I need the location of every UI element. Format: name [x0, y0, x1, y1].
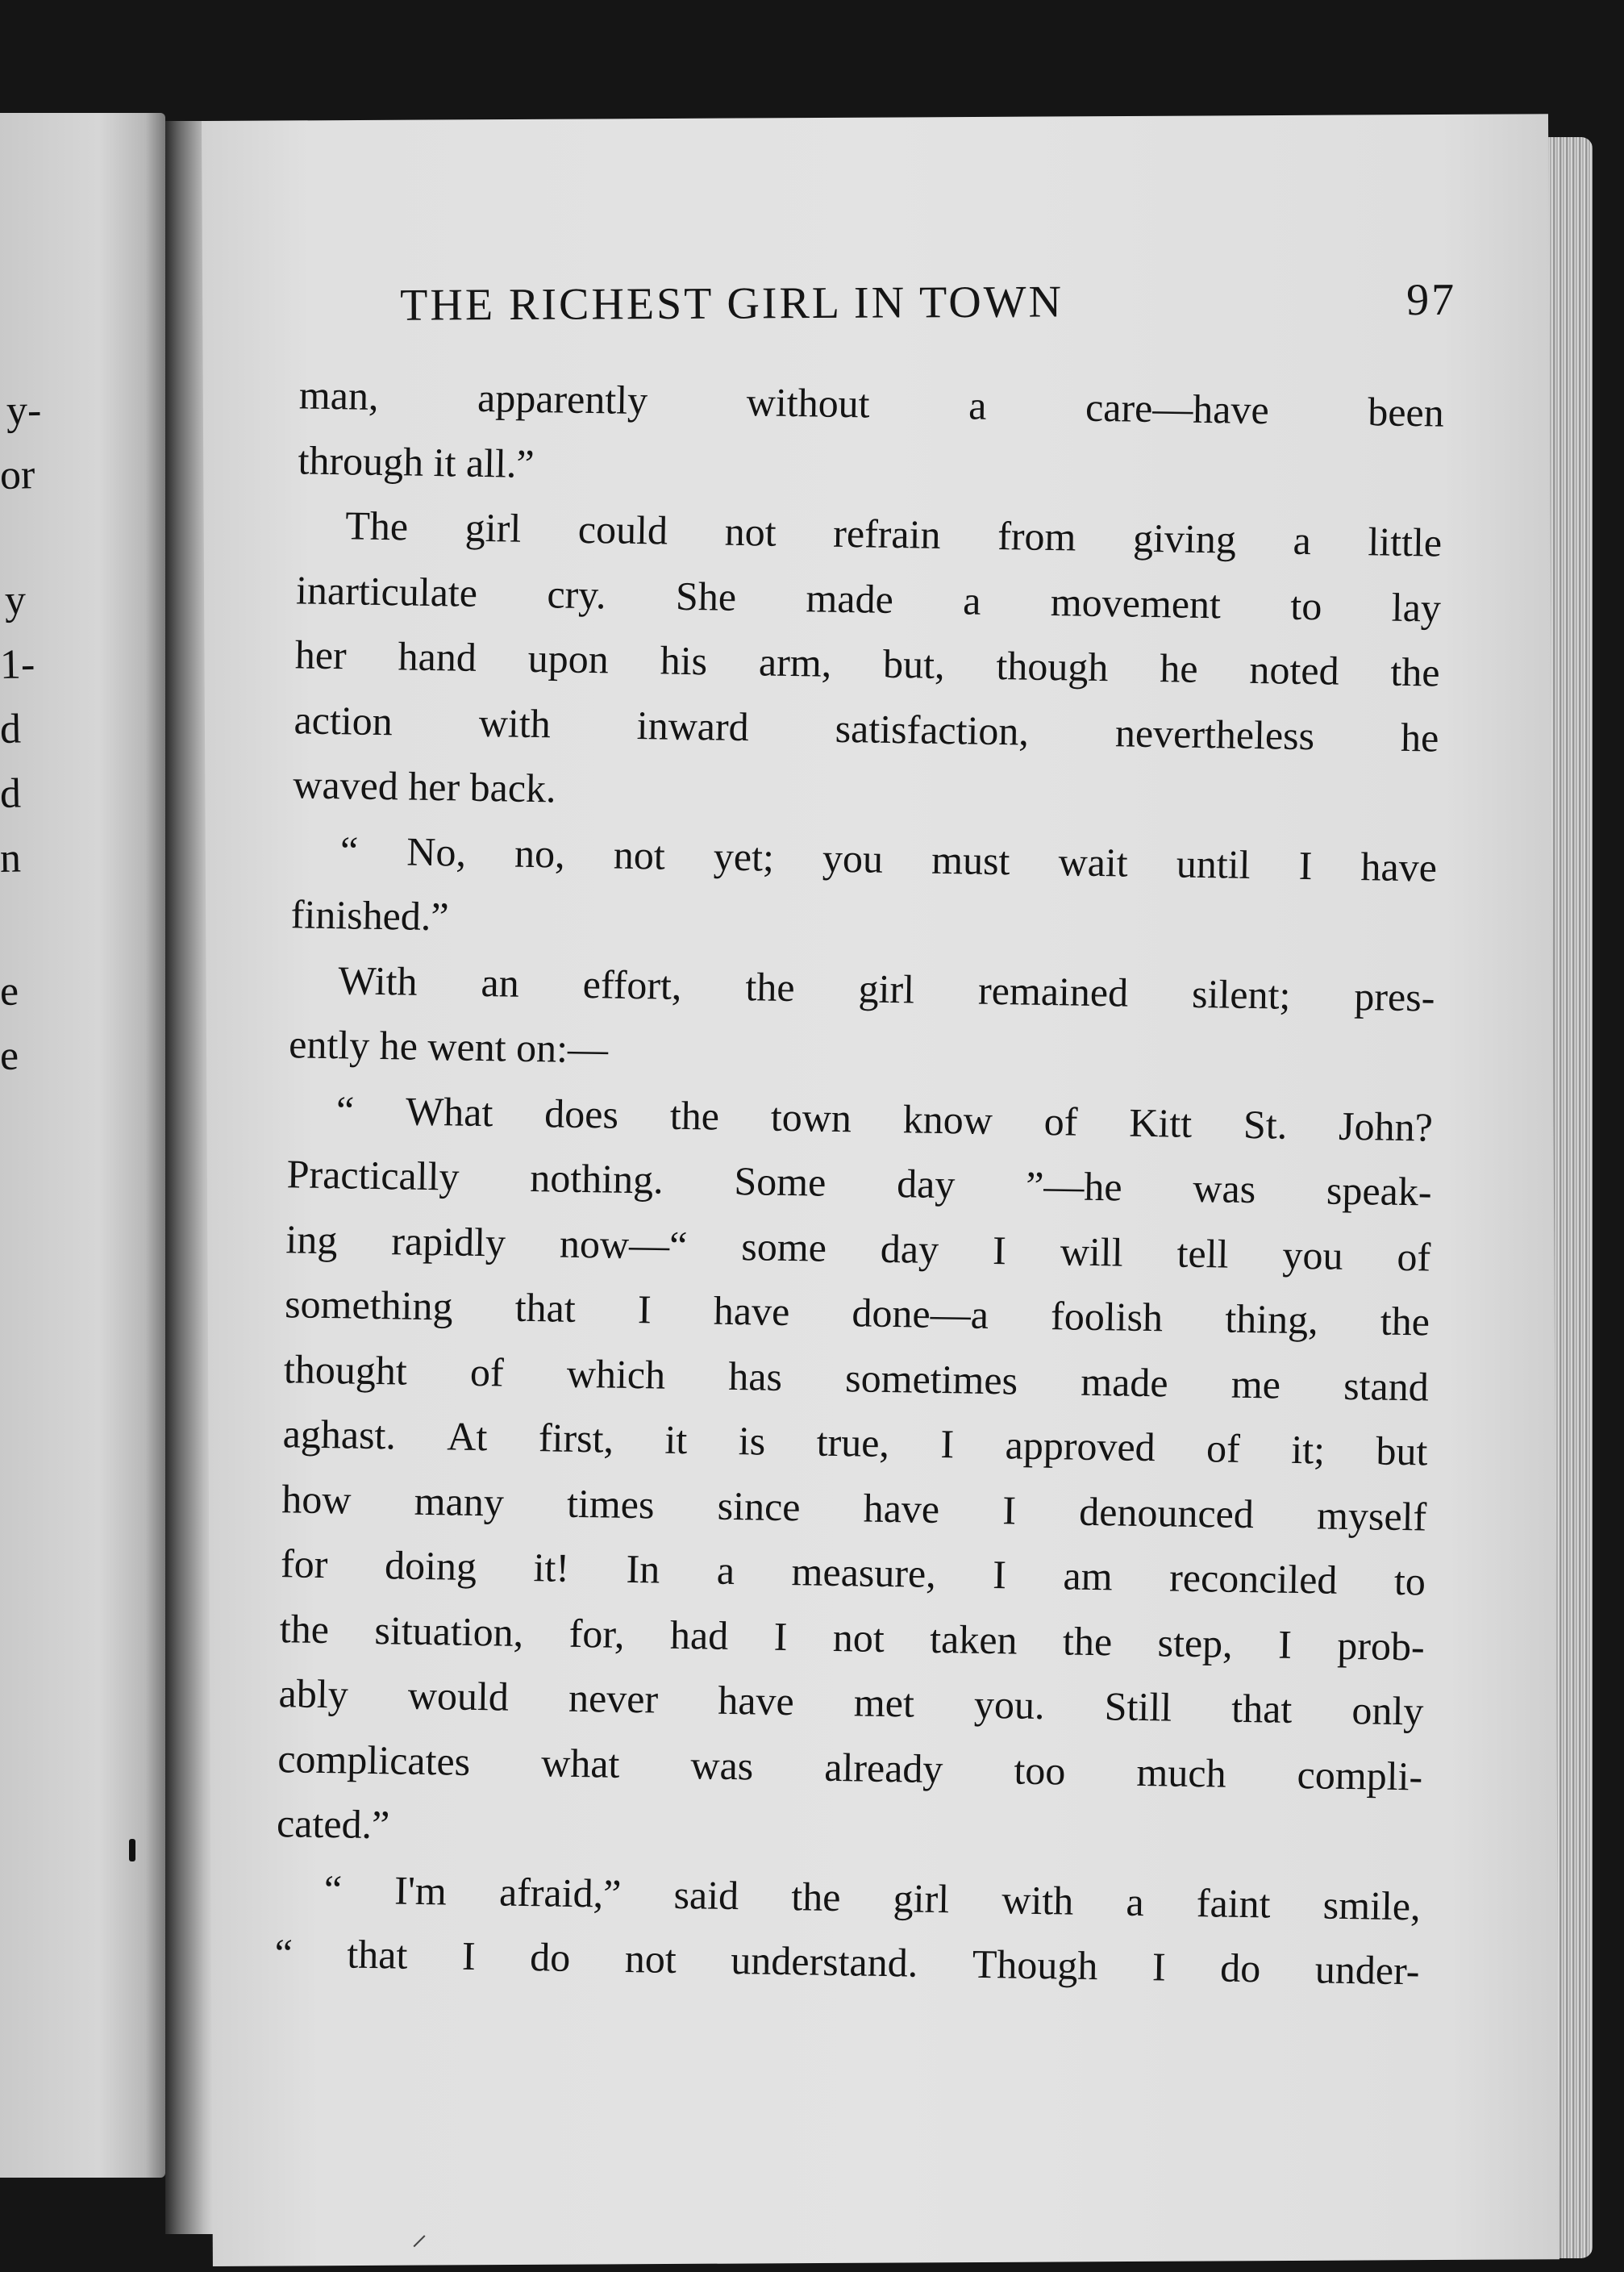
- word: John?: [1338, 1103, 1434, 1150]
- word: no,: [514, 830, 566, 877]
- word: In: [626, 1545, 660, 1592]
- word: I: [940, 1421, 955, 1467]
- word: too: [1014, 1747, 1066, 1793]
- word: inward: [636, 702, 750, 749]
- word: remained: [977, 967, 1129, 1015]
- word: will: [1060, 1228, 1124, 1275]
- word: times: [566, 1480, 655, 1527]
- word: since: [717, 1482, 801, 1529]
- word: would: [407, 1672, 510, 1720]
- word: with: [478, 699, 552, 746]
- word: the: [790, 1873, 841, 1920]
- word: care—have: [1085, 384, 1270, 433]
- word: could: [577, 506, 668, 553]
- word: stand: [1343, 1362, 1430, 1410]
- word: effort,: [582, 961, 682, 1008]
- word: I: [1298, 842, 1313, 888]
- word: for: [280, 1540, 328, 1587]
- word: must: [931, 836, 1010, 883]
- word: step,: [1157, 1619, 1234, 1666]
- word: apparently: [477, 374, 648, 423]
- word: do: [529, 1934, 571, 1980]
- word: yet;: [713, 833, 775, 880]
- word: he: [1159, 645, 1199, 691]
- facing-page-fragment: 1-: [0, 641, 35, 688]
- text-line: cated.”: [276, 1800, 390, 1848]
- word: understand.: [730, 1937, 918, 1986]
- book-page: [202, 114, 1559, 2266]
- word: thing,: [1224, 1295, 1319, 1343]
- word: situation,: [374, 1607, 524, 1655]
- word: I: [1277, 1621, 1293, 1667]
- word: She: [675, 573, 737, 619]
- word: Still: [1104, 1683, 1172, 1730]
- word: but,: [882, 640, 946, 687]
- word: it;: [1290, 1426, 1326, 1473]
- word: much: [1136, 1749, 1227, 1796]
- word: girl: [893, 1874, 950, 1921]
- running-head: [400, 274, 1456, 331]
- word: which: [566, 1350, 666, 1398]
- word: me: [1230, 1361, 1281, 1407]
- word: some: [740, 1223, 827, 1270]
- word: action: [294, 696, 394, 744]
- facing-page-fragment: e: [0, 1032, 19, 1079]
- word: cry.: [547, 570, 607, 617]
- word: taken: [929, 1615, 1018, 1663]
- word: girl: [858, 965, 915, 1011]
- word: a: [1293, 517, 1312, 564]
- word: many: [414, 1478, 505, 1525]
- word: pres-: [1353, 973, 1435, 1020]
- word: never: [568, 1674, 659, 1722]
- word: I: [773, 1613, 788, 1659]
- word: the: [669, 1092, 720, 1139]
- word: St.: [1243, 1101, 1288, 1148]
- word: under-: [1314, 1946, 1420, 1994]
- word: does: [543, 1090, 619, 1137]
- word: that: [1230, 1685, 1293, 1732]
- word: it: [664, 1416, 688, 1463]
- word: you: [822, 835, 884, 882]
- word: but: [1376, 1428, 1428, 1474]
- ink-smudge: ⸝: [411, 2216, 427, 2252]
- word: foolish: [1050, 1293, 1164, 1340]
- word: the: [279, 1605, 330, 1652]
- word: What: [405, 1088, 493, 1135]
- facing-page-fragment: y: [4, 577, 27, 623]
- word: to: [1393, 1557, 1426, 1604]
- word: not: [724, 508, 777, 555]
- word: to: [1290, 582, 1322, 628]
- word: Though: [972, 1941, 1098, 1989]
- word: “: [323, 1866, 343, 1911]
- word: speak-: [1326, 1167, 1432, 1215]
- text-line: through it all.”: [298, 436, 535, 486]
- facing-page-fragment: d: [0, 706, 22, 752]
- word: the: [1380, 1298, 1430, 1344]
- word: measure,: [791, 1549, 937, 1596]
- word: a: [962, 577, 981, 623]
- word: approved: [1005, 1422, 1156, 1470]
- word: an: [481, 959, 520, 1006]
- word: myself: [1316, 1491, 1427, 1539]
- word: met: [853, 1679, 915, 1726]
- word: movement: [1050, 578, 1222, 627]
- word: I: [992, 1552, 1007, 1598]
- word: not: [624, 1935, 677, 1982]
- word: have: [717, 1677, 795, 1724]
- word: inarticulate: [295, 566, 478, 615]
- word: arm,: [758, 639, 832, 686]
- word: reconciled: [1168, 1554, 1338, 1603]
- word: something: [284, 1281, 453, 1329]
- word: denounced: [1078, 1488, 1255, 1536]
- word: though: [996, 642, 1109, 690]
- word: “: [274, 1930, 294, 1976]
- word: that: [514, 1284, 577, 1331]
- word: true,: [816, 1419, 890, 1466]
- word: I: [1151, 1944, 1167, 1990]
- word: day: [880, 1225, 939, 1272]
- word: nevertheless: [1114, 709, 1315, 758]
- word: giving: [1132, 515, 1237, 562]
- facing-page-fragment: or: [0, 452, 35, 498]
- word: sometimes: [844, 1354, 1018, 1403]
- word: compli-: [1297, 1751, 1423, 1799]
- word: man,: [298, 372, 379, 419]
- word: it!: [533, 1545, 570, 1590]
- word: hand: [398, 633, 477, 680]
- word: with: [1001, 1876, 1074, 1924]
- word: of: [1206, 1425, 1241, 1471]
- word: tell: [1176, 1230, 1229, 1277]
- word: have: [1360, 843, 1438, 890]
- word: not: [613, 832, 666, 878]
- word: refrain: [832, 510, 941, 557]
- word: he: [1400, 714, 1439, 761]
- facing-page: [0, 113, 165, 2178]
- word: girl: [464, 504, 522, 551]
- word: that: [346, 1931, 408, 1978]
- word: have: [863, 1485, 940, 1532]
- word: the: [1390, 648, 1441, 695]
- word: lay: [1391, 584, 1442, 631]
- word: ”—he: [1025, 1162, 1123, 1210]
- facing-page-fragment: y-: [6, 387, 42, 434]
- word: you.: [973, 1681, 1046, 1728]
- word: said: [673, 1871, 739, 1918]
- word: know: [902, 1095, 993, 1143]
- body-text: [274, 362, 1444, 2003]
- ink-mark: [129, 1839, 135, 1861]
- word: you: [1282, 1232, 1343, 1278]
- word: day: [896, 1161, 956, 1207]
- running-head-title: THE RICHEST GIRL IN TOWN: [400, 277, 1064, 331]
- word: have: [713, 1287, 790, 1335]
- word: town: [770, 1094, 852, 1140]
- word: do: [1219, 1945, 1261, 1991]
- text-line: waved her back.: [292, 761, 556, 811]
- word: With: [338, 957, 418, 1004]
- word: silent;: [1191, 970, 1291, 1018]
- facing-page-fragment: n: [0, 835, 22, 882]
- word: had: [669, 1611, 729, 1658]
- word: the: [745, 963, 796, 1010]
- word: am: [1063, 1553, 1114, 1599]
- word: little: [1368, 519, 1443, 565]
- word: No,: [406, 828, 467, 875]
- word: The: [344, 502, 409, 549]
- page-number: 97: [1406, 274, 1457, 326]
- text-line: ently he went on:—: [288, 1021, 609, 1072]
- word: a: [968, 382, 987, 428]
- word: without: [746, 379, 871, 427]
- word: first,: [538, 1415, 614, 1461]
- word: done—a: [852, 1290, 989, 1337]
- word: the: [1062, 1617, 1113, 1664]
- facing-page-fragment: e: [0, 968, 19, 1015]
- word: satisfaction,: [835, 705, 1030, 754]
- word: “: [339, 827, 359, 873]
- word: from: [997, 512, 1076, 560]
- word: nothing.: [529, 1154, 664, 1203]
- word: made: [1080, 1358, 1169, 1405]
- word: noted: [1249, 646, 1340, 694]
- word: ing: [285, 1215, 338, 1262]
- word: already: [823, 1744, 943, 1791]
- word: her: [294, 632, 348, 678]
- word: Practically: [286, 1151, 460, 1199]
- word: only: [1351, 1687, 1424, 1734]
- word: I: [637, 1286, 652, 1332]
- word: afraid,”: [498, 1868, 622, 1916]
- word: I'm: [394, 1866, 448, 1913]
- word: smile,: [1322, 1882, 1422, 1928]
- text-line: finished.”: [290, 891, 450, 940]
- word: for,: [568, 1610, 625, 1657]
- word: “: [335, 1086, 355, 1133]
- word: made: [806, 574, 894, 622]
- word: I: [1001, 1486, 1017, 1532]
- word: At: [447, 1413, 488, 1460]
- word: is: [738, 1418, 766, 1464]
- word: Kitt: [1128, 1099, 1193, 1146]
- word: of: [1043, 1098, 1078, 1144]
- word: of: [1397, 1233, 1431, 1280]
- word: complicates: [277, 1735, 471, 1784]
- word: until: [1176, 840, 1251, 887]
- word: faint: [1196, 1879, 1272, 1927]
- word: been: [1367, 389, 1445, 436]
- word: wait: [1058, 838, 1129, 886]
- word: ably: [278, 1670, 349, 1717]
- facing-page-fragment: d: [0, 770, 22, 817]
- word: his: [660, 637, 708, 684]
- word: has: [727, 1353, 783, 1399]
- word: a: [716, 1547, 735, 1594]
- word: aghast.: [282, 1411, 397, 1458]
- word: I: [992, 1227, 1007, 1273]
- word: was: [1193, 1165, 1256, 1212]
- word: was: [690, 1741, 754, 1788]
- word: not: [832, 1614, 885, 1661]
- word: doing: [384, 1542, 477, 1589]
- word: now—“: [559, 1220, 688, 1268]
- word: how: [281, 1475, 352, 1523]
- word: what: [540, 1739, 620, 1786]
- word: rapidly: [390, 1217, 506, 1265]
- word: upon: [527, 635, 610, 682]
- word: prob-: [1336, 1622, 1426, 1669]
- word: a: [1126, 1878, 1145, 1924]
- word: Some: [734, 1157, 827, 1205]
- word: of: [469, 1349, 505, 1394]
- word: I: [461, 1932, 477, 1979]
- word: thought: [283, 1345, 408, 1394]
